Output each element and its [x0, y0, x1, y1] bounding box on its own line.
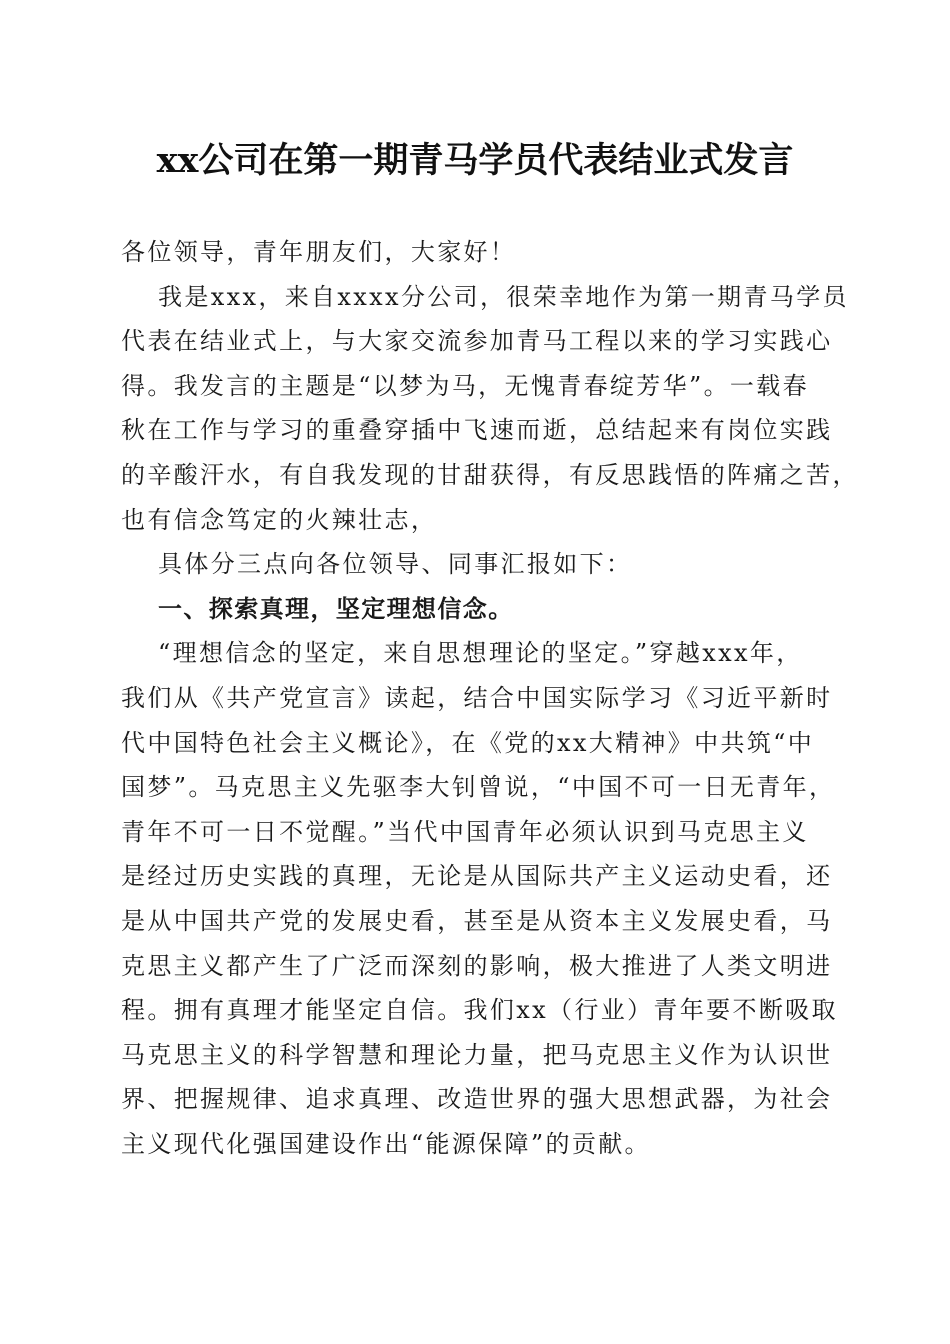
paragraph-line: 代中国特色社会主义概论》，在《党的xx大精神》中共筑“中 [121, 728, 815, 757]
paragraph-line: 我们从《共产党宣言》读起，结合中国实际学习《习近平新时 [121, 683, 833, 712]
paragraph-line: 代表在结业式上，与大家交流参加青马工程以来的学习实践心 [121, 327, 833, 356]
paragraph-line: 秋在工作与学习的重叠穿插中飞速而逝，总结起来有岗位实践 [121, 416, 833, 445]
paragraph-line: “理想信念的坚定，来自思想理论的坚定。”穿越xxx年， [158, 639, 803, 668]
greeting-line: 各位领导，青年朋友们，大家好！ [121, 238, 517, 266]
paragraph-line: 得。我发言的主题是“以梦为马，无愧青春绽芳华”。一载春 [121, 371, 809, 400]
paragraph-line: 也有信念笃定的火辣壮志， [121, 505, 438, 534]
paragraph-line: 青年不可一日不觉醒。”当代中国青年必须认识到马克思主义 [121, 817, 809, 846]
paragraph-line: 界、把握规律、追求真理、改造世界的强大思想武器，为社会 [121, 1085, 833, 1114]
paragraph-line: 是从中国共产党的发展史看，甚至是从资本主义发展史看，马 [121, 906, 833, 935]
paragraph-line: 的辛酸汗水，有自我发现的甘甜获得，有反思践悟的阵痛之苦， [121, 460, 859, 489]
paragraph-line: 克思主义都产生了广泛而深刻的影响，极大推进了人类文明进 [121, 951, 833, 980]
paragraph-line: 程。拥有真理才能坚定自信。我们xx（行业）青年要不断吸取 [121, 996, 838, 1025]
paragraph-line: 具体分三点向各位领导、同事汇报如下： [158, 550, 633, 579]
paragraph-line: 主义现代化强国建设作出“能源保障”的贡献。 [121, 1129, 651, 1158]
document-title: xx公司在第一期青马学员代表结业式发言 [156, 140, 794, 181]
paragraph-line: 是经过历史实践的真理，无论是从国际共产主义运动史看，还 [121, 862, 833, 891]
paragraph-line: 国梦”。马克思主义先驱李大钊曾说，“中国不可一日无青年， [121, 773, 836, 802]
document-body [121, 230, 859, 1166]
paragraph-line: 我是xxx，来自xxxx分公司，很荣幸地作为第一期青马学员 [158, 282, 849, 311]
section-heading: 一、探索真理，坚定理想信念。 [158, 594, 514, 623]
paragraph-line: 马克思主义的科学智慧和理论力量，把马克思主义作为认识世 [121, 1040, 833, 1069]
